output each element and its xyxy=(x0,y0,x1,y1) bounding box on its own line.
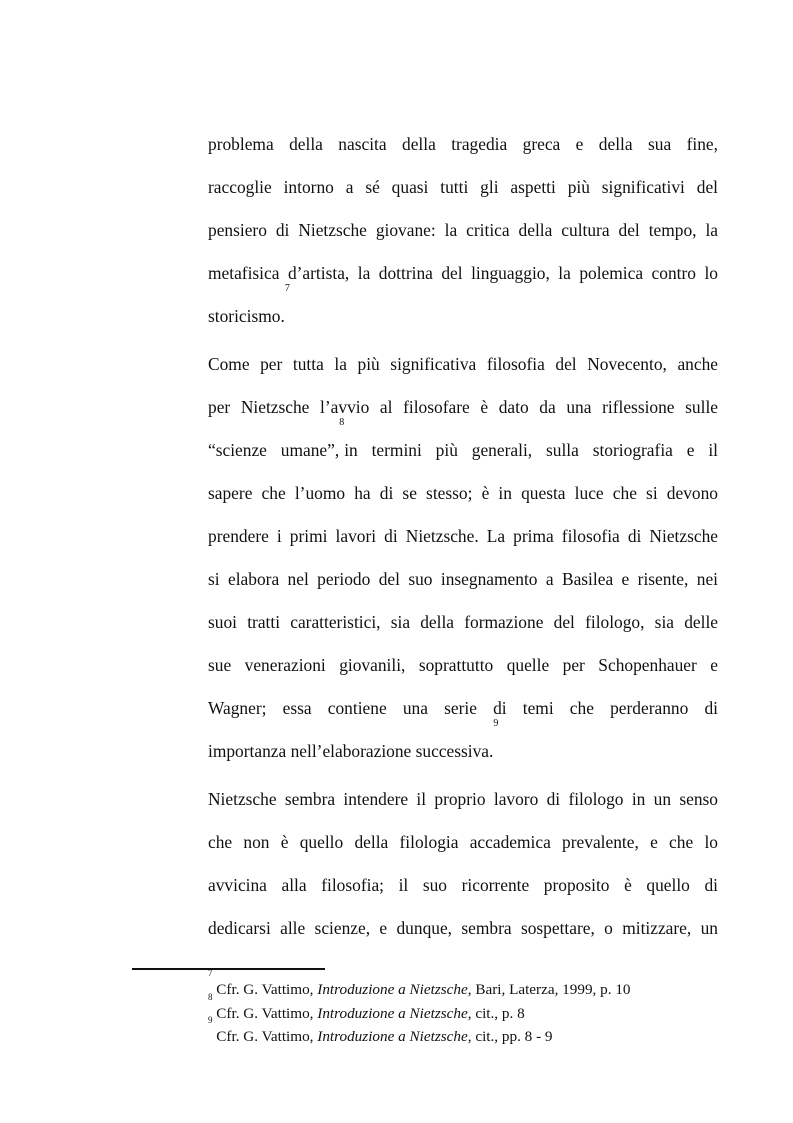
footnote-title: Introduzione a Nietzsche xyxy=(317,1004,468,1022)
paragraph-2 xyxy=(208,343,718,773)
footnote-title: Introduzione a Nietzsche xyxy=(317,1028,468,1045)
footnote-title: Introduzione a Nietzsche xyxy=(317,981,468,998)
footnote-text: , cit., p. 8 xyxy=(467,1004,525,1022)
text-line: Nietzsche sembra intendere il proprio lavoro di filologo in un senso xyxy=(208,789,718,809)
text-line: dedicarsi alle scienze, e dunque, sembra sospettare, o mitizzare, un xyxy=(208,918,718,938)
footnote-separator xyxy=(132,968,325,970)
paragraph-3 xyxy=(208,778,718,950)
footnotes xyxy=(208,968,728,1049)
footnote-text: , cit., pp. 8 - 9 xyxy=(467,1028,553,1045)
footnote-ref-8: 8 xyxy=(339,417,345,428)
text-line xyxy=(208,718,718,773)
body-text xyxy=(208,123,718,955)
footnote-text: Cfr. G. Vattimo, xyxy=(216,1004,318,1022)
text-line: Come per tutta la più significativa filosofia del Novecento, anche xyxy=(208,354,718,374)
text-span: “scienze umane”, xyxy=(208,440,340,460)
footnote-ref-9: 9 xyxy=(493,718,499,729)
footnote-8 xyxy=(208,991,728,1026)
footnote-ref-7: 7 xyxy=(284,283,290,294)
text-line: pensiero di Nietzsche giovane: la critica della cultura del tempo, la xyxy=(208,220,718,240)
text-line: sapere che l’uomo ha di se stesso; è in questa luce che si devono xyxy=(208,483,718,503)
footnote-number: 7 xyxy=(208,968,213,978)
text-span: in termini più generali, sulla storiografia e il xyxy=(344,440,718,460)
footnote-7 xyxy=(208,968,728,1002)
text-line xyxy=(208,417,718,472)
footnote-number: 8 xyxy=(208,991,213,1002)
text-span: storicismo. xyxy=(208,306,285,326)
footnote-9 xyxy=(208,1015,728,1049)
text-line: si elabora nel periodo del suo insegnamento a Basilea e risente, nei xyxy=(208,569,718,589)
text-line xyxy=(208,283,718,338)
footnote-number: 9 xyxy=(208,1015,213,1025)
text-line: per Nietzsche l’avvio al filosofare è dato da una riflessione sulle xyxy=(208,397,718,417)
text-line: Wagner; essa contiene una serie di temi che perderanno di xyxy=(208,698,718,718)
text-line: problema della nascita della tragedia greca e della sua fine, xyxy=(208,134,718,154)
text-line: prendere i primi lavori di Nietzsche. La prima filosofia di Nietzsche xyxy=(208,526,718,546)
footnote-text: Cfr. G. Vattimo, xyxy=(216,1028,318,1045)
footnote-text: Cfr. G. Vattimo, xyxy=(216,981,318,998)
text-line: avvicina alla filosofia; il suo ricorrente proposito è quello di xyxy=(208,875,718,895)
text-span: importanza nell’elaborazione successiva. xyxy=(208,741,494,761)
text-line: che non è quello della filologia accademica prevalente, e che lo xyxy=(208,832,718,852)
text-line: suoi tratti caratteristici, sia della formazione del filologo, sia delle xyxy=(208,612,718,632)
text-line: raccoglie intorno a sé quasi tutti gli aspetti più significativi del xyxy=(208,177,718,197)
paragraph-1 xyxy=(208,123,718,338)
text-line: metafisica d’artista, la dottrina del linguaggio, la polemica contro lo xyxy=(208,263,718,283)
footnote-text: , Bari, Laterza, 1999, p. 10 xyxy=(467,981,631,998)
text-line: sue venerazioni giovanili, soprattutto quelle per Schopenhauer e xyxy=(208,655,718,675)
